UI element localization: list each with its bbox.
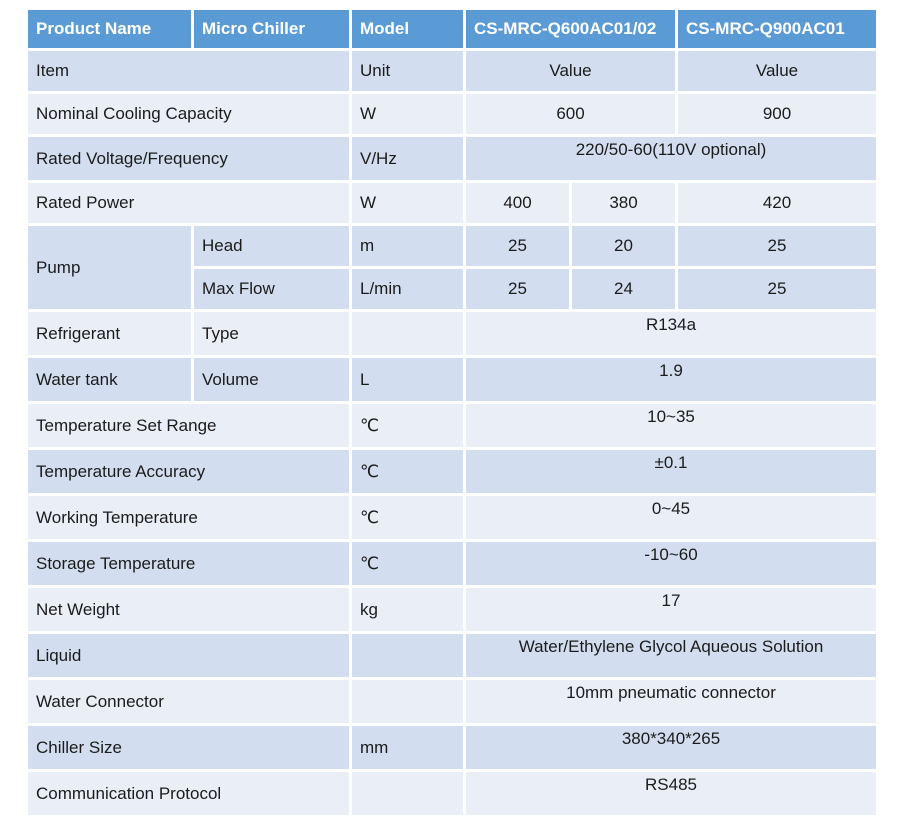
row-value: 10~35 xyxy=(466,404,876,447)
row-unit: ℃ xyxy=(352,496,463,539)
row-label: Storage Temperature xyxy=(28,542,349,585)
row-unit: ℃ xyxy=(352,404,463,447)
row-value: 220/50-60(110V optional) xyxy=(466,137,876,180)
row-value-a: 600 xyxy=(466,94,675,134)
table-row-rated-power xyxy=(28,183,876,223)
row-label: Water tank xyxy=(28,358,191,401)
row-label: Temperature Accuracy xyxy=(28,450,349,493)
table-row-net-weight xyxy=(28,588,876,631)
row-unit: mm xyxy=(352,726,463,769)
row-value: 17 xyxy=(466,588,876,631)
row-sub-label: Max Flow xyxy=(194,269,349,309)
table-header-row xyxy=(28,10,876,48)
table-row-communication-protocol xyxy=(28,772,876,815)
row-unit: m xyxy=(352,226,463,266)
spec-table xyxy=(25,7,879,818)
model-b: CS-MRC-Q900AC01 xyxy=(678,10,876,48)
row-label: Refrigerant xyxy=(28,312,191,355)
row-value-b: 25 xyxy=(678,269,876,309)
row-unit: ℃ xyxy=(352,542,463,585)
model-label: Model xyxy=(352,10,463,48)
row-unit: L xyxy=(352,358,463,401)
table-row-water-tank xyxy=(28,358,876,401)
row-value: 1.9 xyxy=(466,358,876,401)
row-label: Communication Protocol xyxy=(28,772,349,815)
row-value-b: 25 xyxy=(678,226,876,266)
row-unit: L/min xyxy=(352,269,463,309)
row-value-a1: 25 xyxy=(466,269,569,309)
row-label: Working Temperature xyxy=(28,496,349,539)
row-value: 380*340*265 xyxy=(466,726,876,769)
row-unit xyxy=(352,772,463,815)
table-row-liquid xyxy=(28,634,876,677)
row-label: Net Weight xyxy=(28,588,349,631)
row-label: Item xyxy=(28,51,349,91)
row-unit: Unit xyxy=(352,51,463,91)
product-name-label: Product Name xyxy=(28,10,191,48)
row-unit: W xyxy=(352,94,463,134)
row-value-a2: 24 xyxy=(572,269,675,309)
table-row-accuracy xyxy=(28,450,876,493)
row-value-a1: 400 xyxy=(466,183,569,223)
row-label: Nominal Cooling Capacity xyxy=(28,94,349,134)
row-value-b: 900 xyxy=(678,94,876,134)
row-sub-label: Head xyxy=(194,226,349,266)
row-sub-label: Volume xyxy=(194,358,349,401)
row-unit: W xyxy=(352,183,463,223)
row-label: Liquid xyxy=(28,634,349,677)
row-value-a1: 25 xyxy=(466,226,569,266)
table-row-set-range xyxy=(28,404,876,447)
product-name-value: Micro Chiller xyxy=(194,10,349,48)
table-row-chiller-size xyxy=(28,726,876,769)
row-value: RS485 xyxy=(466,772,876,815)
row-value: 10mm pneumatic connector xyxy=(466,680,876,723)
row-value-a2: 380 xyxy=(572,183,675,223)
row-value-a: Value xyxy=(466,51,675,91)
row-unit: kg xyxy=(352,588,463,631)
row-label: Chiller Size xyxy=(28,726,349,769)
row-label: Water Connector xyxy=(28,680,349,723)
table-row-cooling-capacity xyxy=(28,94,876,134)
row-label: Rated Power xyxy=(28,183,349,223)
row-value: R134a xyxy=(466,312,876,355)
row-value: ±0.1 xyxy=(466,450,876,493)
row-sub-label: Type xyxy=(194,312,349,355)
row-unit xyxy=(352,312,463,355)
row-value-b: 420 xyxy=(678,183,876,223)
table-row-storage-temperature xyxy=(28,542,876,585)
row-unit xyxy=(352,634,463,677)
model-a: CS-MRC-Q600AC01/02 xyxy=(466,10,675,48)
row-value: 0~45 xyxy=(466,496,876,539)
row-value: Water/Ethylene Glycol Aqueous Solution xyxy=(466,634,876,677)
table-row-item xyxy=(28,51,876,91)
row-label: Temperature Set Range xyxy=(28,404,349,447)
row-value-b: Value xyxy=(678,51,876,91)
row-value: -10~60 xyxy=(466,542,876,585)
row-unit xyxy=(352,680,463,723)
row-unit: ℃ xyxy=(352,450,463,493)
table-row-water-connector xyxy=(28,680,876,723)
table-row-voltage xyxy=(28,137,876,180)
row-value-a2: 20 xyxy=(572,226,675,266)
table-row-pump-head xyxy=(28,226,876,266)
table-row-working-temperature xyxy=(28,496,876,539)
table-row-refrigerant xyxy=(28,312,876,355)
row-unit: V/Hz xyxy=(352,137,463,180)
pump-label: Pump xyxy=(28,226,191,309)
row-label: Rated Voltage/Frequency xyxy=(28,137,349,180)
